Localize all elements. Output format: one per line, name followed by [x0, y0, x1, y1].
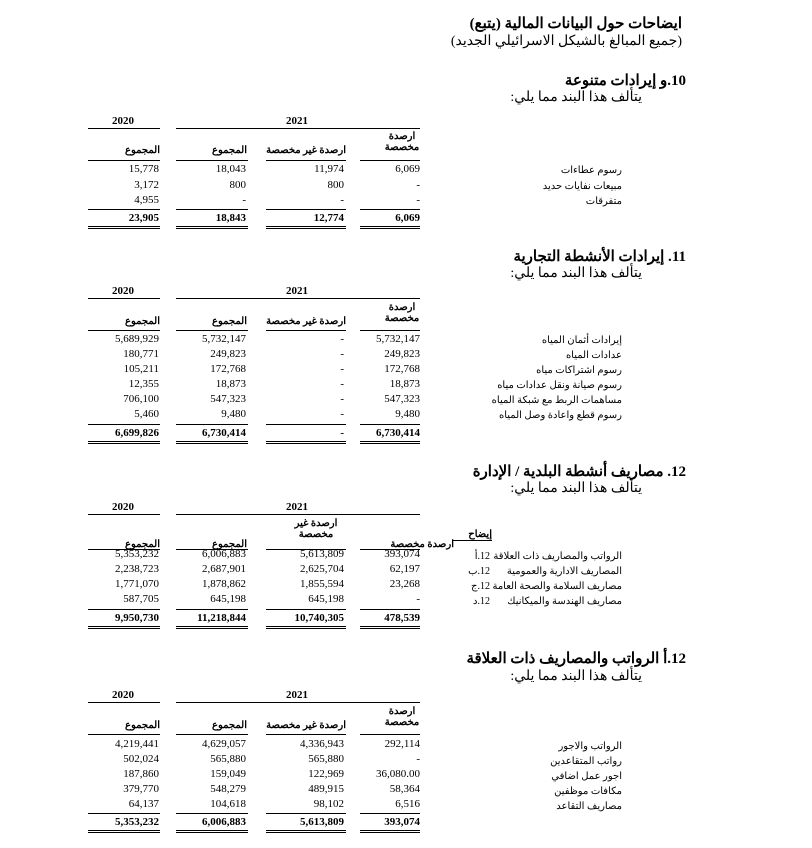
cell: - — [416, 753, 420, 765]
row-label: مكافات موظفين — [554, 786, 622, 797]
cell: 6,006,883 — [202, 548, 246, 560]
cell: 104,618 — [210, 798, 246, 810]
cell: - — [416, 179, 420, 191]
year-current-label: 2021 — [286, 689, 308, 701]
total-cell: 5,613,809 — [300, 816, 344, 828]
rule — [266, 330, 346, 331]
row-label: رواتب المتقاعدين — [550, 756, 622, 767]
col-header-unrestricted: ارصدة غير مخصصة — [294, 518, 338, 540]
total-cell: 10,740,305 — [294, 612, 344, 624]
cell: 587,705 — [123, 593, 159, 605]
row-label: الرواتب والمصاريف ذات العلاقة — [493, 551, 622, 562]
cell: 1,771,070 — [115, 578, 159, 590]
note-ref: 12.ب — [468, 566, 490, 577]
cell: 249,823 — [210, 348, 246, 360]
section-intro: يتألف هذا البند مما يلي: — [510, 481, 642, 496]
rule — [360, 330, 420, 331]
row-label: مبيعات نفايات حديد — [542, 181, 622, 192]
double-rule — [176, 626, 248, 629]
total-cell: 12,774 — [313, 212, 344, 224]
double-rule — [360, 226, 420, 229]
col-header-restricted: ارصدة مخصصة — [384, 131, 420, 153]
section-intro: يتألف هذا البند مما يلي: — [510, 90, 642, 105]
cell: 5,460 — [134, 408, 159, 420]
year-prior-label: 2020 — [112, 501, 134, 513]
cell: 11,974 — [314, 163, 344, 175]
row-label: رسوم اشتراكات مياه — [536, 365, 622, 376]
col-header-total-2021: المجموع — [212, 145, 247, 156]
cell: 6,069 — [395, 163, 420, 175]
note-ref: 12.د — [473, 596, 490, 607]
cell: 6,516 — [395, 798, 420, 810]
year-current-label: 2021 — [286, 285, 308, 297]
row-label: إيرادات أثمان المياه — [541, 335, 622, 346]
year-prior-label: 2020 — [112, 285, 134, 297]
page-subtitle: (جميع المبالغ بالشيكل الاسرائيلي الجديد) — [450, 34, 682, 49]
col-header-unrestricted: ارصدة غير مخصصة — [266, 720, 346, 731]
double-rule — [176, 441, 248, 444]
rule — [88, 514, 160, 515]
rule — [176, 128, 420, 129]
double-rule — [88, 441, 160, 444]
total-cell: 393,074 — [384, 816, 420, 828]
cell: 18,873 — [389, 378, 420, 390]
cell: 172,768 — [384, 363, 420, 375]
section-intro: يتألف هذا البند مما يلي: — [510, 669, 642, 684]
row-label: رسوم عطاءات — [560, 165, 622, 176]
cell: - — [340, 194, 344, 206]
col-header-total-2020: المجموع — [125, 720, 160, 731]
rule — [176, 609, 248, 610]
total-cell: 6,069 — [395, 212, 420, 224]
cell: 187,860 — [123, 768, 159, 780]
cell: 800 — [229, 179, 246, 191]
row-label: مساهمات الربط مع شبكة المياه — [491, 395, 622, 406]
col-header-note: إيضاح — [468, 529, 492, 540]
row-label: مصاريف التقاعد — [556, 801, 622, 812]
rule — [176, 424, 248, 425]
cell: 3,172 — [134, 179, 159, 191]
cell: 62,197 — [389, 563, 420, 575]
col-header-unrestricted: ارصدة غير مخصصة — [266, 145, 346, 156]
cell: - — [340, 393, 344, 405]
total-cell: 6,730,414 — [202, 427, 246, 439]
cell: 122,969 — [308, 768, 344, 780]
cell: - — [340, 363, 344, 375]
rule — [176, 514, 420, 515]
rule — [88, 734, 160, 735]
double-rule — [88, 830, 160, 833]
col-header-restricted: ارصدة مخصصة — [390, 539, 454, 550]
cell: 18,873 — [215, 378, 246, 390]
rule — [266, 813, 346, 814]
cell: 393,074 — [384, 548, 420, 560]
cell: - — [340, 348, 344, 360]
rule — [176, 734, 248, 735]
double-rule — [266, 626, 346, 629]
rule — [360, 424, 420, 425]
col-header-total-2021: المجموع — [212, 316, 247, 327]
rule — [176, 813, 248, 814]
cell: 292,114 — [384, 738, 420, 750]
rule — [88, 160, 160, 161]
total-cell: 9,950,730 — [115, 612, 159, 624]
double-rule — [88, 226, 160, 229]
total-cell: 18,843 — [215, 212, 246, 224]
double-rule — [360, 830, 420, 833]
note-ref: 12.أ — [474, 551, 490, 562]
total-cell: 23,905 — [128, 212, 159, 224]
total-cell: 5,353,232 — [115, 816, 159, 828]
rule — [360, 609, 420, 610]
rule — [266, 160, 346, 161]
year-prior-label: 2020 — [112, 689, 134, 701]
col-header-total-2020: المجموع — [125, 539, 160, 550]
cell: 5,732,147 — [202, 333, 246, 345]
cell: 4,629,057 — [202, 738, 246, 750]
cell: 5,613,809 — [300, 548, 344, 560]
cell: 2,687,901 — [202, 563, 246, 575]
rule — [176, 702, 420, 703]
cell: 12,355 — [128, 378, 159, 390]
rule — [176, 298, 420, 299]
row-label: مصاريف الهندسة والميكانيك — [507, 596, 622, 607]
rule — [266, 609, 346, 610]
rule — [266, 424, 346, 425]
cell: 547,323 — [384, 393, 420, 405]
row-label: مصاريف السلامة والصحة العامة — [492, 581, 622, 592]
rule — [360, 209, 420, 210]
rule — [176, 209, 248, 210]
cell: 1,855,594 — [300, 578, 344, 590]
cell: 2,625,704 — [300, 563, 344, 575]
cell: 4,336,943 — [300, 738, 344, 750]
cell: 105,211 — [123, 363, 159, 375]
cell: 180,771 — [123, 348, 159, 360]
cell: 5,689,929 — [115, 333, 159, 345]
col-header-total-2020: المجموع — [125, 316, 160, 327]
cell: 502,024 — [123, 753, 159, 765]
note-ref: 12.ج — [471, 581, 490, 592]
cell: 23,268 — [389, 578, 420, 590]
row-label: عدادات المياه — [565, 350, 622, 361]
page-title: ايضاحات حول البيانات المالية (يتبع) — [469, 16, 682, 32]
cell: 565,880 — [210, 753, 246, 765]
cell: 800 — [327, 179, 344, 191]
row-label: اجور عمل اضافي — [551, 771, 622, 782]
rule — [88, 209, 160, 210]
rule — [452, 540, 492, 541]
col-header-restricted: ارصدة مخصصة — [384, 302, 420, 324]
cell: - — [416, 593, 420, 605]
cell: 548,279 — [210, 783, 246, 795]
total-cell: 6,006,883 — [202, 816, 246, 828]
double-rule — [266, 830, 346, 833]
rule — [88, 609, 160, 610]
cell: - — [340, 333, 344, 345]
double-rule — [88, 626, 160, 629]
cell: 565,880 — [308, 753, 344, 765]
rule — [360, 813, 420, 814]
section-heading: 11. إيرادات الأنشطة التجارية — [513, 249, 686, 265]
rule — [266, 734, 346, 735]
col-header-total-2021: المجموع — [212, 720, 247, 731]
row-label: متفرقات — [585, 196, 622, 207]
cell: 159,049 — [210, 768, 246, 780]
row-label: رسوم قطع واعادة وصل المياه — [499, 410, 622, 421]
cell: - — [242, 194, 246, 206]
cell: 2,238,723 — [115, 563, 159, 575]
rule — [176, 160, 248, 161]
rule — [88, 813, 160, 814]
section-heading: 12.أ الرواتب والمصاريف ذات العلاقة — [466, 651, 686, 667]
cell: 64,137 — [128, 798, 159, 810]
cell: 36,080.00 — [376, 768, 420, 780]
cell: 5,353,232 — [115, 548, 159, 560]
cell: 5,732,147 — [376, 333, 420, 345]
total-cell: 478,539 — [384, 612, 420, 624]
cell: 4,219,441 — [115, 738, 159, 750]
cell: 379,770 — [123, 783, 159, 795]
cell: 645,198 — [210, 593, 246, 605]
cell: 172,768 — [210, 363, 246, 375]
rule — [88, 298, 160, 299]
cell: 489,915 — [308, 783, 344, 795]
double-rule — [266, 226, 346, 229]
row-label: رسوم صيانة ونقل عدادات مياه — [497, 380, 622, 391]
cell: 98,102 — [313, 798, 344, 810]
rule — [88, 128, 160, 129]
col-header-total-2020: المجموع — [125, 145, 160, 156]
section-heading: 12. مصاريف أنشطة البلدية / الإدارة — [472, 464, 686, 480]
double-rule — [360, 626, 420, 629]
total-cell: 6,699,826 — [115, 427, 159, 439]
year-current-label: 2021 — [286, 115, 308, 127]
section-heading: 10.و إيرادات متنوعة — [564, 73, 686, 89]
cell: 249,823 — [384, 348, 420, 360]
row-label: الرواتب والاجور — [558, 741, 622, 752]
cell: 9,480 — [395, 408, 420, 420]
total-cell: 6,730,414 — [376, 427, 420, 439]
cell: 547,323 — [210, 393, 246, 405]
cell: - — [416, 194, 420, 206]
total-cell: 11,218,844 — [197, 612, 246, 624]
rule — [88, 330, 160, 331]
rule — [176, 330, 248, 331]
col-header-restricted: ارصدة مخصصة — [384, 706, 420, 728]
cell: 645,198 — [308, 593, 344, 605]
section-intro: يتألف هذا البند مما يلي: — [510, 266, 642, 281]
rule — [88, 424, 160, 425]
col-header-total-2021: المجموع — [212, 539, 247, 550]
cell: 15,778 — [128, 163, 159, 175]
double-rule — [360, 441, 420, 444]
cell: 58,364 — [389, 783, 420, 795]
total-cell: - — [340, 427, 344, 439]
double-rule — [266, 441, 346, 444]
rule — [266, 209, 346, 210]
cell: - — [340, 378, 344, 390]
cell: 18,043 — [215, 163, 246, 175]
cell: - — [340, 408, 344, 420]
cell: 4,955 — [134, 194, 159, 206]
rule — [360, 160, 420, 161]
row-label: المصاريف الادارية والعمومية — [506, 566, 622, 577]
cell: 1,878,862 — [202, 578, 246, 590]
year-prior-label: 2020 — [112, 115, 134, 127]
rule — [88, 702, 160, 703]
double-rule — [176, 226, 248, 229]
rule — [360, 734, 420, 735]
double-rule — [176, 830, 248, 833]
col-header-unrestricted: ارصدة غير مخصصة — [266, 316, 346, 327]
cell: 9,480 — [221, 408, 246, 420]
cell: 706,100 — [123, 393, 159, 405]
year-current-label: 2021 — [286, 501, 308, 513]
